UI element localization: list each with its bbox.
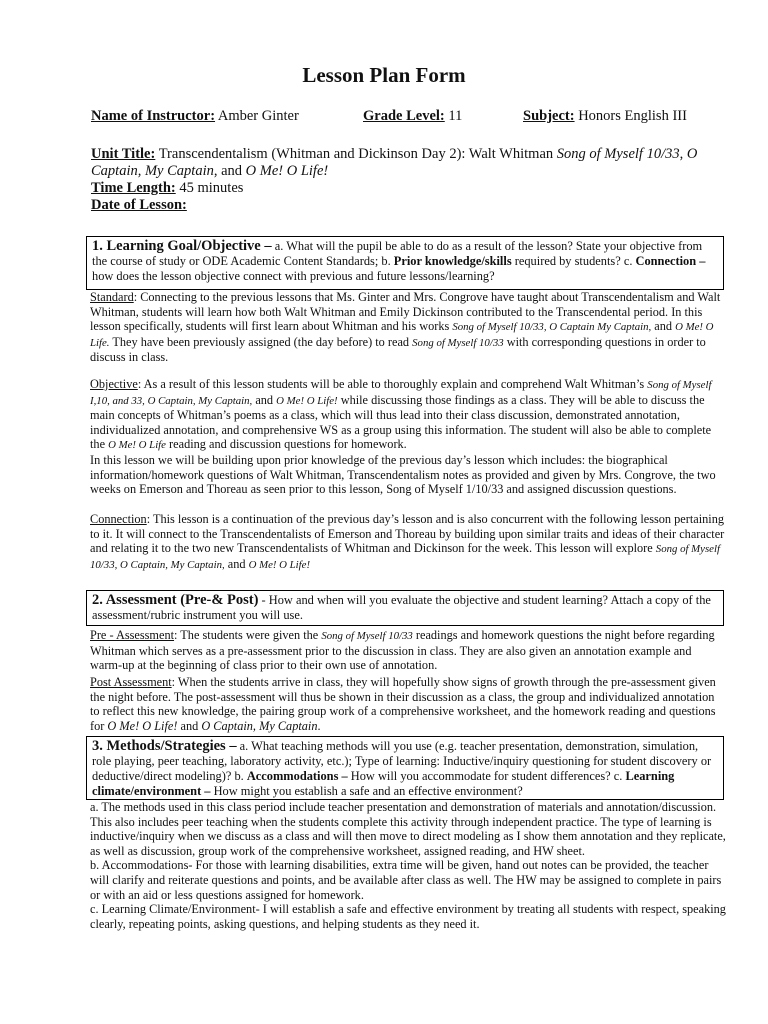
methods-b: b. Accommodations- For those with learning disabilities, extra time will be given, hand out notes can be provided, the teacher will clarify and reiterate questions and points, and be available after class as well. The HW may be assigned to complete in pairs or with an aid or less questions assigned for homework. [90,858,722,902]
section-3-text-a: a. What teaching methods will you use (e.g. teacher presentation, demonstration, simulation, role playing, peer teaching, laboratory activity, etc.); Type of learning: Inductive/inquiry questioning for student discovery or deductive/direct modeling)? b. [92,739,712,783]
post-assessment-label: Post Assessment [90,675,172,689]
standard-p3: They have been previously assigned (the day before) to read [109,334,413,349]
time-length-line [91,180,243,197]
unit-work-2: O Captain, My Captain [91,146,698,179]
connection-w1: Song of Myself 10/33, O Captain, My Captain, [90,543,720,571]
section-3-heading: 3. Methods/Strategies – [92,738,237,754]
date-line [91,197,187,214]
pre-assessment-label: Pre - Assessment [90,628,175,642]
unit-work-3: O Me! O Life! [245,163,329,179]
post-assessment-p1: : When the students arrive in class, they will hopefully show signs of growth through the pre-assessment given the night before. The post-assessment will thus be shown in their discussion as a class, the group and individualized annotation to reflect this new knowledge, the pairing group work of a comprehensive worksheet, and the homework reading and questions for [90,675,716,733]
standard-w3: Song of Myself 10/33 [412,336,504,349]
section-2-box [86,590,724,626]
post-assessment-p3: . [317,718,321,733]
section-1-bold-b: Prior knowledge/skills [393,254,512,268]
objective-p3: while discussing those findings as a class. They will be able to discuss the main concepts of Whitman’s poems as a class, which will thus lead into their class discussion, demonstrated annotation, individualized annotation, and comprehensive WS as a group using this information. The student will also be able to complete the [90,392,712,452]
standard-p2: and [651,319,676,334]
section-1-box [86,236,724,290]
section-2-text: - How and when will you evaluate the objective and student learning? Attach a copy of the assessment/rubric instrument you will use. [92,593,711,622]
section-1-text-b: required by students? c. [511,254,636,268]
instructor-value: Amber Ginter [217,108,299,124]
date-label: Date of Lesson: [91,197,187,213]
pre-assessment-p1: : The students were given the [174,628,322,642]
section-3-box [86,736,724,800]
connection-p1: : This lesson is a continuation of the previous day’s lesson and is also concurrent with the following lesson pertaining to it. It will connect to the Transcendentalists of Emerson and Thoreau by building upon similar traits and ideas of their character and relating it to the two new Transcendentalists of Whitman and Dickinson for the week. This lesson will explore [90,512,725,556]
standard-label: Standard [90,290,134,304]
time-length-value: 45 minutes [179,180,244,196]
section-3-text-c: How might you establish a safe and an effective environment? [210,784,523,798]
section-3-bold-b: Accommodations – [246,769,348,783]
section-3-bold-c: Learning climate/environment – [92,769,675,798]
page-title: Lesson Plan Form [302,63,466,87]
post-assessment-w2: O Captain, My Captain [201,718,318,733]
standard-w2: O Me! O Life. [90,321,714,349]
connection-w2: O Me! O Life! [248,558,311,571]
post-assessment-p2: and [177,718,202,733]
connection-paragraph [90,512,726,572]
unit-title-text: Transcendentalism (Whitman and Dickinson Day 2): Walt Whitman [158,146,554,162]
methods-paragraph [90,800,726,931]
objective-label: Objective [90,377,138,391]
subject-line [523,108,687,125]
objective-p5: In this lesson we will be building upon prior knowledge of the previous day’s lesson which includes: the biographical information/homework questions of Walt Whitman, Transcendentalism notes as provided and given by Mrs. Congrove, the two weeks on Emerson and Thoreau as seen prior to this lesson, Song of Myself 1/10/33 and assigned discussion questions. [90,452,716,497]
section-1-text-c: how does the lesson objective connect with previous and future lessons/learning? [92,269,495,283]
instructor-line [91,108,299,125]
pre-assessment-paragraph [90,628,726,673]
objective-p1: : As a result of this lesson students will be able to thoroughly explain and comprehend Walt Whitman’s [137,377,648,391]
unit-work-1: Song of Myself 10/33 [556,146,680,162]
objective-p4: reading and discussion questions for homework. [165,437,407,452]
unit-and: , and [213,163,243,179]
standard-p1: : Connecting to the previous lessons that Ms. Ginter and Mrs. Congrove have taught about Transcendentalism and Walt Whitman, students will learn how both Walt Whitman and Emily Dickinson contributed to the Transcendental period. In this lesson specifically, students will first learn about Whitman and his works [90,290,721,334]
standard-p4: with corresponding questions in order to discuss in class. [90,334,706,365]
objective-w1: Song of Myself I,10, and 33, O Captain, My Captain, [90,379,712,407]
connection-p2: and [224,556,249,571]
standard-w1: Song of Myself 10/33, O Captain My Captain, [452,321,652,334]
objective-p2: and [252,392,277,407]
objective-paragraph [90,377,726,497]
grade-label: Grade Level: [363,108,445,124]
objective-w3: O Me! O Life [108,439,166,452]
section-1-text-a: a. What will the pupil be able to do as a result of the lesson? State your objective from the course of study or ODE Academic Content Standards; b. [92,239,703,268]
methods-a: a. The methods used in this class period include teacher presentation and demonstration of materials and annotation/discussion. This also includes peer teaching when the students complete this activity through independent practice. The type of learning is inductive/inquiry when we discuss as a class and will then move to direct modeling as I show them annotation and they replicate, as well as discussion, group work of the comprehensive worksheet, assigned reading, and HW sheet. [90,800,726,858]
unit-comma: , [679,146,684,162]
time-length-label: Time Length: [91,180,176,196]
objective-w2: O Me! O Life! [276,394,338,407]
methods-c: c. Learning Climate/Environment- I will establish a safe and effective environment by treating all students with respect, speaking clearly, repeating points, asking questions, and helping students as they need it. [90,902,726,931]
section-1-bold-c: Connection – [635,254,706,268]
standard-paragraph [90,290,726,365]
post-assessment-paragraph [90,675,726,733]
subject-label: Subject: [523,108,575,124]
section-1-heading: 1. Learning Goal/Objective – [92,238,272,254]
subject-value: Honors English III [578,108,687,124]
unit-title-label: Unit Title: [91,146,156,162]
section-3-text-b: How will you accommodate for student differences? c. [347,769,626,783]
pre-assessment-w1: Song of Myself 10/33 [321,630,413,642]
grade-value: 11 [448,108,463,124]
pre-assessment-p2: readings and homework questions the night before regarding Whitman which serves as a pre-assessment prior to the discussion in class. They are also given an annotation example and warm-up at the beginning of class prior to their own use of annotation. [90,628,715,673]
instructor-label: Name of Instructor: [91,108,216,124]
unit-title-line [91,146,731,180]
post-assessment-w1: O Me! O Life! [107,718,178,733]
section-2-heading: 2. Assessment (Pre-& Post) [92,592,259,608]
grade-line [363,108,462,125]
connection-label: Connection [90,512,147,526]
